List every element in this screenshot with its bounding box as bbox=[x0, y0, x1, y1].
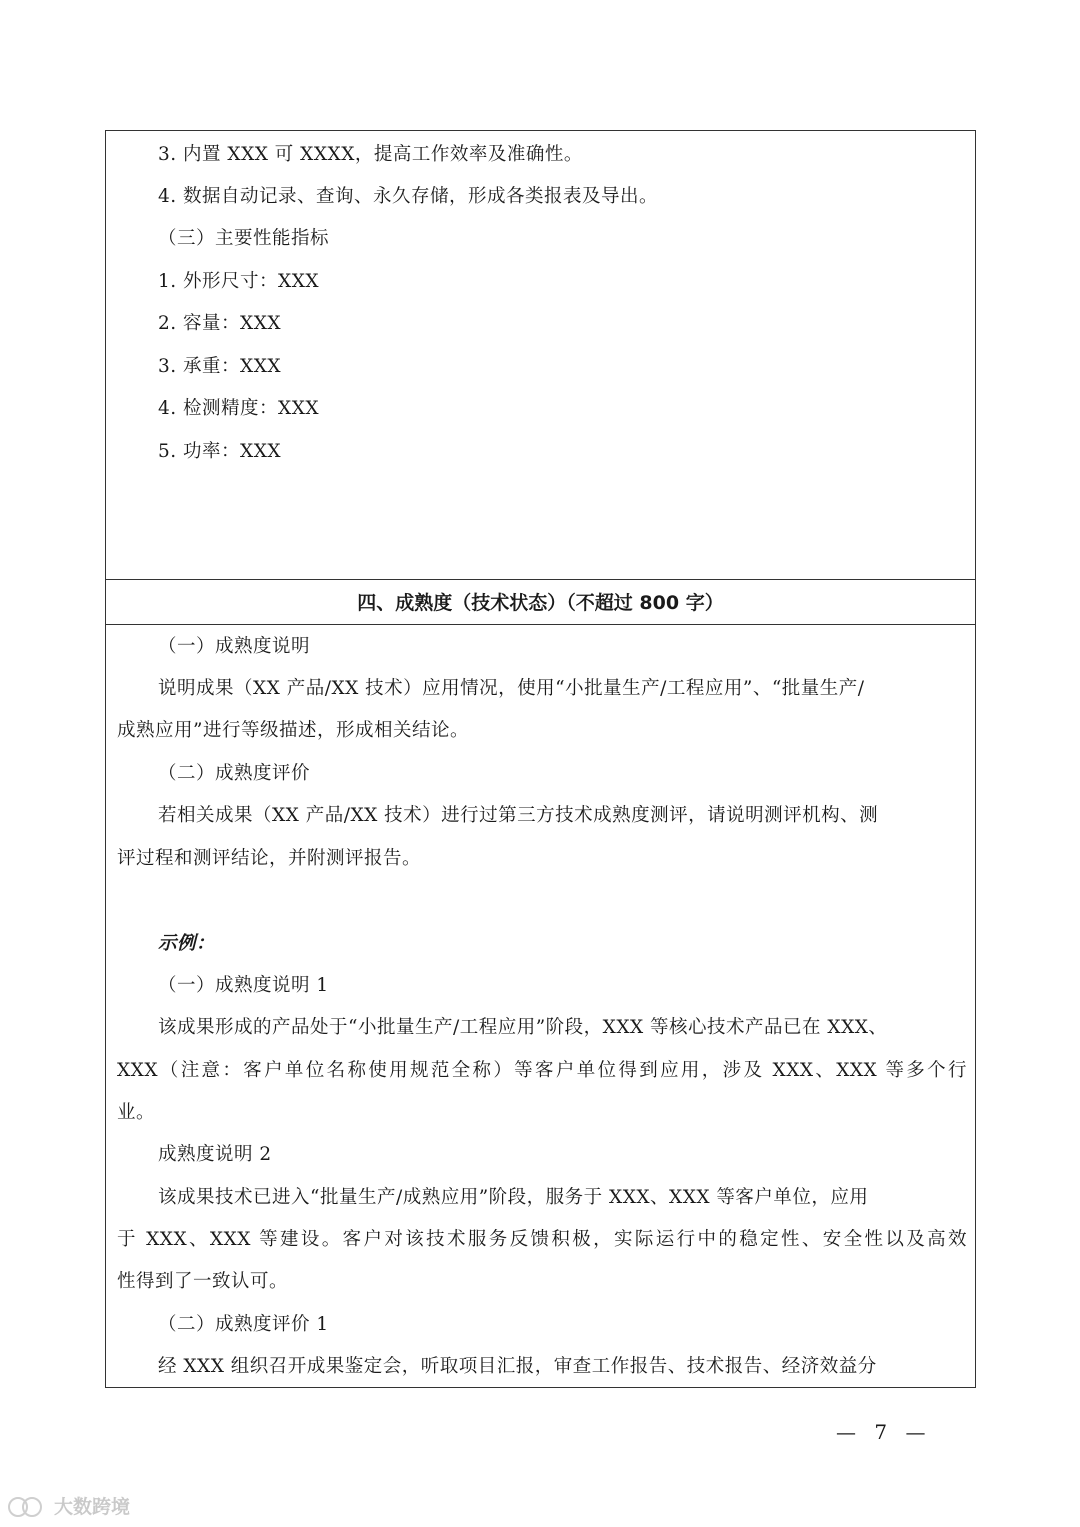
example-label: 示例： bbox=[158, 933, 216, 954]
spec-item: 2. 容量：XXX bbox=[158, 313, 282, 334]
text-line: 4. 数据自动记录、查询、永久存储，形成各类报表及导出。 bbox=[158, 186, 659, 207]
paragraph-line: 性得到了一致认可。 bbox=[117, 1271, 289, 1292]
spec-item: 3. 承重：XXX bbox=[158, 356, 282, 377]
paragraph-line: 评过程和测评结论，并附测评报告。 bbox=[117, 848, 422, 869]
subheading: （二）成熟度评价 1 bbox=[158, 1314, 329, 1335]
paragraph-line: 该成果形成的产品处于“小批量生产/工程应用”阶段，XXX 等核心技术产品已在 XXX、 bbox=[158, 1017, 888, 1038]
watermark bbox=[8, 1492, 130, 1519]
paragraph-line: 成熟应用”进行等级描述，形成相关结论。 bbox=[117, 720, 469, 741]
text-line: 3. 内置 XXX 可 XXXX，提高工作效率及准确性。 bbox=[158, 144, 583, 165]
table-divider bbox=[106, 624, 975, 625]
paragraph-line: 说明成果（XX 产品/XX 技术）应用情况，使用“小批量生产/工程应用”、“批量生产/ bbox=[158, 678, 865, 699]
paragraph-line: 业。 bbox=[117, 1102, 156, 1123]
paragraph-line: 若相关成果（XX 产品/XX 技术）进行过第三方技术成熟度测评，请说明测评机构、测 bbox=[158, 805, 879, 826]
paragraph-line: 该成果技术已进入“批量生产/成熟应用”阶段，服务于 XXX、XXX 等客户单位，应用 bbox=[158, 1187, 869, 1208]
subheading: （三）主要性能指标 bbox=[158, 228, 330, 249]
subheading: （二）成熟度评价 bbox=[158, 763, 311, 784]
page-number: — 7 — bbox=[836, 1420, 932, 1444]
subheading: （一）成熟度说明 1 bbox=[158, 975, 329, 996]
watermark-text: 大数跨境 bbox=[54, 1496, 131, 1518]
section-header: 四、成熟度（技术状态）（不超过 800 字） bbox=[357, 592, 724, 614]
table-divider bbox=[106, 579, 975, 580]
paragraph-line: 经 XXX 组织召开成果鉴定会，听取项目汇报，审查工作报告、技术报告、经济效益分 bbox=[158, 1356, 877, 1377]
spec-item: 1. 外形尺寸：XXX bbox=[158, 271, 320, 292]
paragraph-line: 于 XXX、XXX 等建设。客户对该技术服务反馈积极，实际运行中的稳定性、安全性以及高效 bbox=[117, 1229, 967, 1250]
paragraph-line: XXX（注意：客户单位名称使用规范全称）等客户单位得到应用，涉及 XXX、XXX 等多个行 bbox=[117, 1060, 967, 1081]
subheading: 成熟度说明 2 bbox=[158, 1144, 272, 1165]
spec-item: 5. 功率：XXX bbox=[158, 441, 282, 462]
subheading: （一）成熟度说明 bbox=[158, 636, 311, 657]
watermark-logo-icon bbox=[8, 1495, 50, 1517]
spec-item: 4. 检测精度：XXX bbox=[158, 398, 320, 419]
